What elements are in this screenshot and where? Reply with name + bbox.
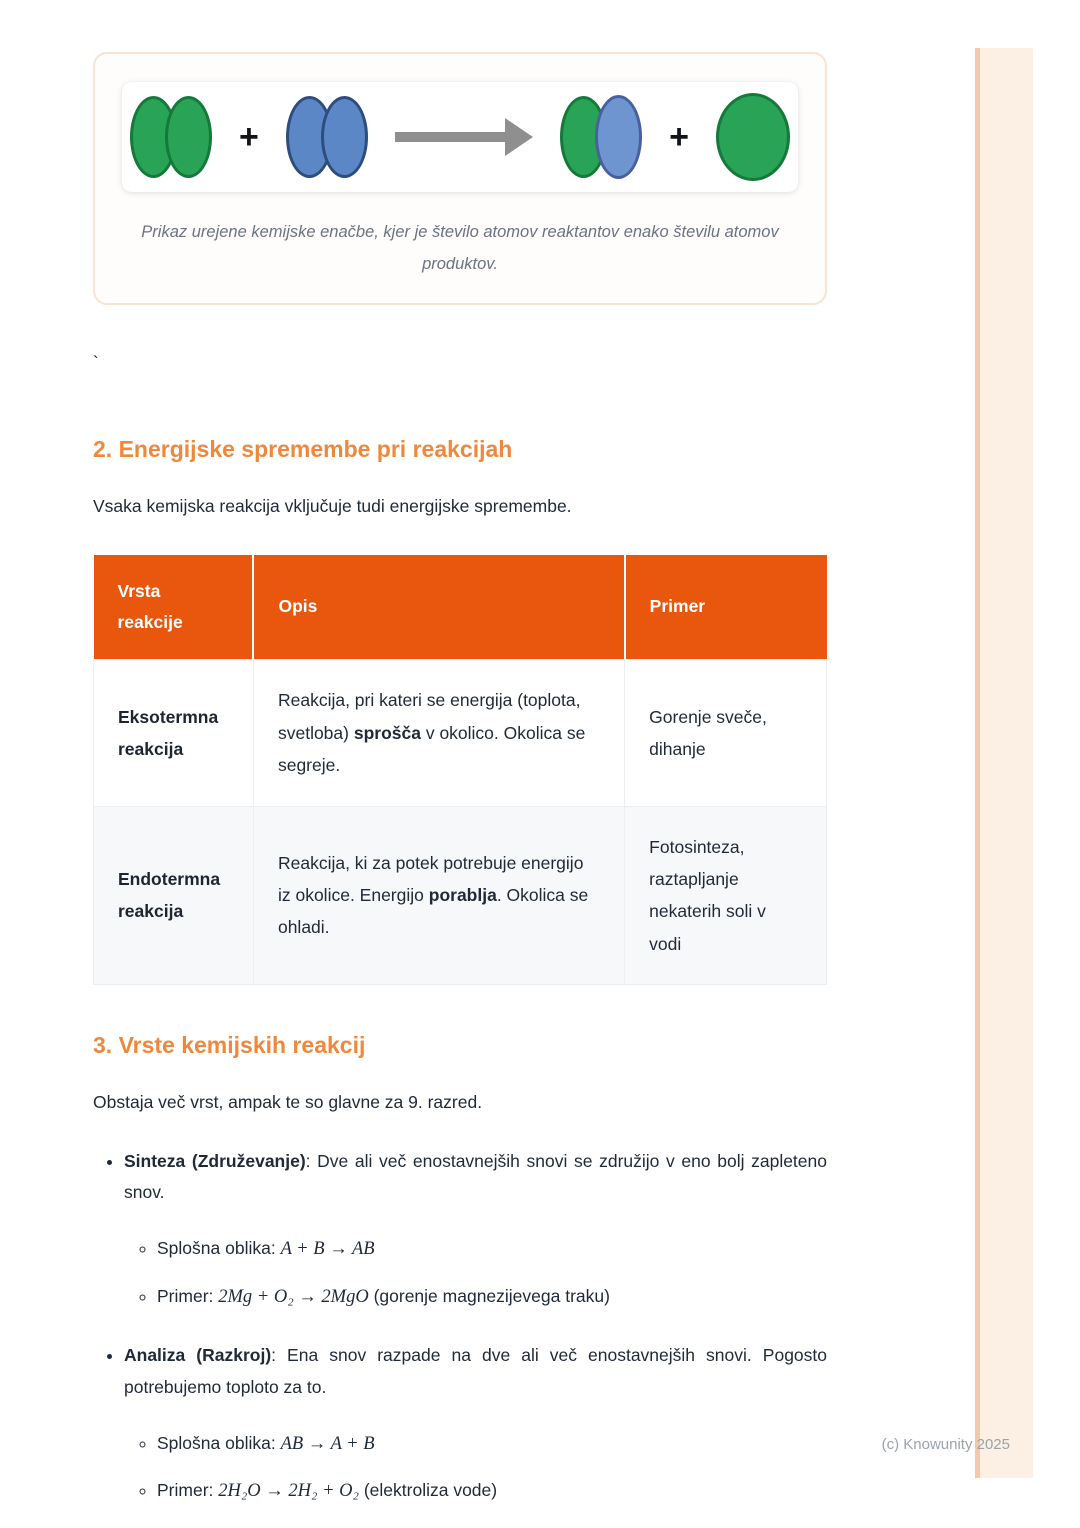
desc-text: Reakcija, pri kateri se energija (toplota, svetloba) [277, 690, 581, 743]
blue-atom [595, 95, 642, 179]
formula: 2Mg + O₂ → 2MgO [218, 1286, 369, 1307]
sub-item-primer [157, 1476, 827, 1507]
section-3-heading: 3. Vrste kemijskih reakcij [93, 1032, 366, 1059]
plus-sign: + [669, 118, 689, 156]
blue-diatomic-molecule [286, 96, 368, 178]
list-item-lead: Sinteza (Združevanje) [124, 1150, 306, 1171]
formula: 2H₂O → 2H₂ + O₂ [218, 1481, 359, 1502]
table-header-row [94, 555, 827, 660]
arrow-head [505, 118, 533, 156]
list-item-analiza [124, 1340, 827, 1506]
header-opis: Opis [253, 555, 624, 660]
plus-sign: + [239, 118, 259, 156]
formula: A + B → AB [280, 1239, 375, 1260]
green-diatomic-molecule [130, 96, 212, 178]
desc-text: . Okolica se ohladi. [277, 885, 589, 938]
desc-text: Reakcija, ki za potek potrebuje energijo iz okolice. Energijo [277, 852, 584, 906]
sub-item-splosna-oblika [157, 1234, 827, 1265]
desc-bold-text: porablja [428, 885, 497, 906]
sinteza-sub-list [124, 1234, 827, 1312]
reaction-arrow-icon [395, 118, 533, 156]
table-row [94, 660, 827, 806]
energy-changes-table [93, 555, 827, 985]
figure-caption: Prikaz urejene kemijske enačbe, kjer je število atomov reaktantov enako številu atomov produktov. [141, 223, 779, 274]
reaction-example-cell: Fotosinteza, raztapljanje nekaterih soli v vodi [625, 806, 827, 985]
formula: AB → A + B [280, 1433, 375, 1454]
reaction-types-list [93, 1146, 827, 1507]
header-vrsta-reakcije: Vrsta reakcije [94, 555, 254, 660]
desc-bold-text: sprošča [353, 722, 421, 743]
section-2-heading: 2. Energijske spremembe pri reakcijah [93, 436, 513, 462]
sub-item-primer [157, 1282, 827, 1313]
green-single-molecule [716, 93, 790, 181]
reaction-desc-cell [253, 806, 624, 985]
sub-item-label: Primer: [157, 1285, 219, 1306]
page-edge-bar [975, 48, 1033, 1478]
list-item-lead: Analiza (Razkroj) [124, 1345, 272, 1366]
sub-item-label: Splošna oblika: [157, 1238, 281, 1259]
analiza-sub-list [124, 1429, 827, 1507]
sub-item-suffix: (elektroliza vode) [358, 1480, 498, 1501]
reaction-type-cell: Endotermna reakcija [94, 806, 254, 985]
sub-item-suffix: (gorenje magnezijevega traku) [368, 1285, 610, 1306]
sub-item-splosna-oblika [157, 1429, 827, 1460]
table-row [94, 806, 827, 985]
list-item-text: : Ena snov razpade na dve ali več enostavnejših snovi. Pogosto potrebujemo toploto za to. [124, 1345, 828, 1397]
desc-text: v okolico. Okolica se segreje. [277, 722, 586, 776]
blue-atom [321, 96, 368, 178]
reaction-type-cell: Eksotermna reakcija [94, 660, 254, 806]
copyright-footer: (c) Knowunity 2025 [881, 1436, 1010, 1453]
document-content [93, 52, 827, 1528]
sub-item-label: Primer: [157, 1480, 219, 1501]
green-atom [165, 96, 212, 178]
list-item-text: : Dve ali več enostavnejših snovi se združijo v eno bolj zapleteno snov. [124, 1150, 827, 1203]
balanced-equation-figure [93, 52, 827, 305]
stray-backtick: ` [93, 353, 99, 372]
green-blue-product-molecule [560, 95, 642, 179]
list-item-sinteza [124, 1146, 827, 1312]
molecule-diagram [122, 82, 798, 192]
section-3-intro: Obstaja več vrst, ampak te so glavne za 9. razred. [93, 1091, 483, 1112]
section-2-intro: Vsaka kemijska reakcija vključuje tudi energijske spremembe. [93, 495, 572, 516]
arrow-shaft [395, 132, 505, 142]
header-primer: Primer [625, 555, 827, 660]
reaction-desc-cell [253, 660, 624, 806]
reaction-example-cell: Gorenje sveče, dihanje [625, 660, 827, 806]
sub-item-label: Splošna oblika: [157, 1432, 281, 1453]
